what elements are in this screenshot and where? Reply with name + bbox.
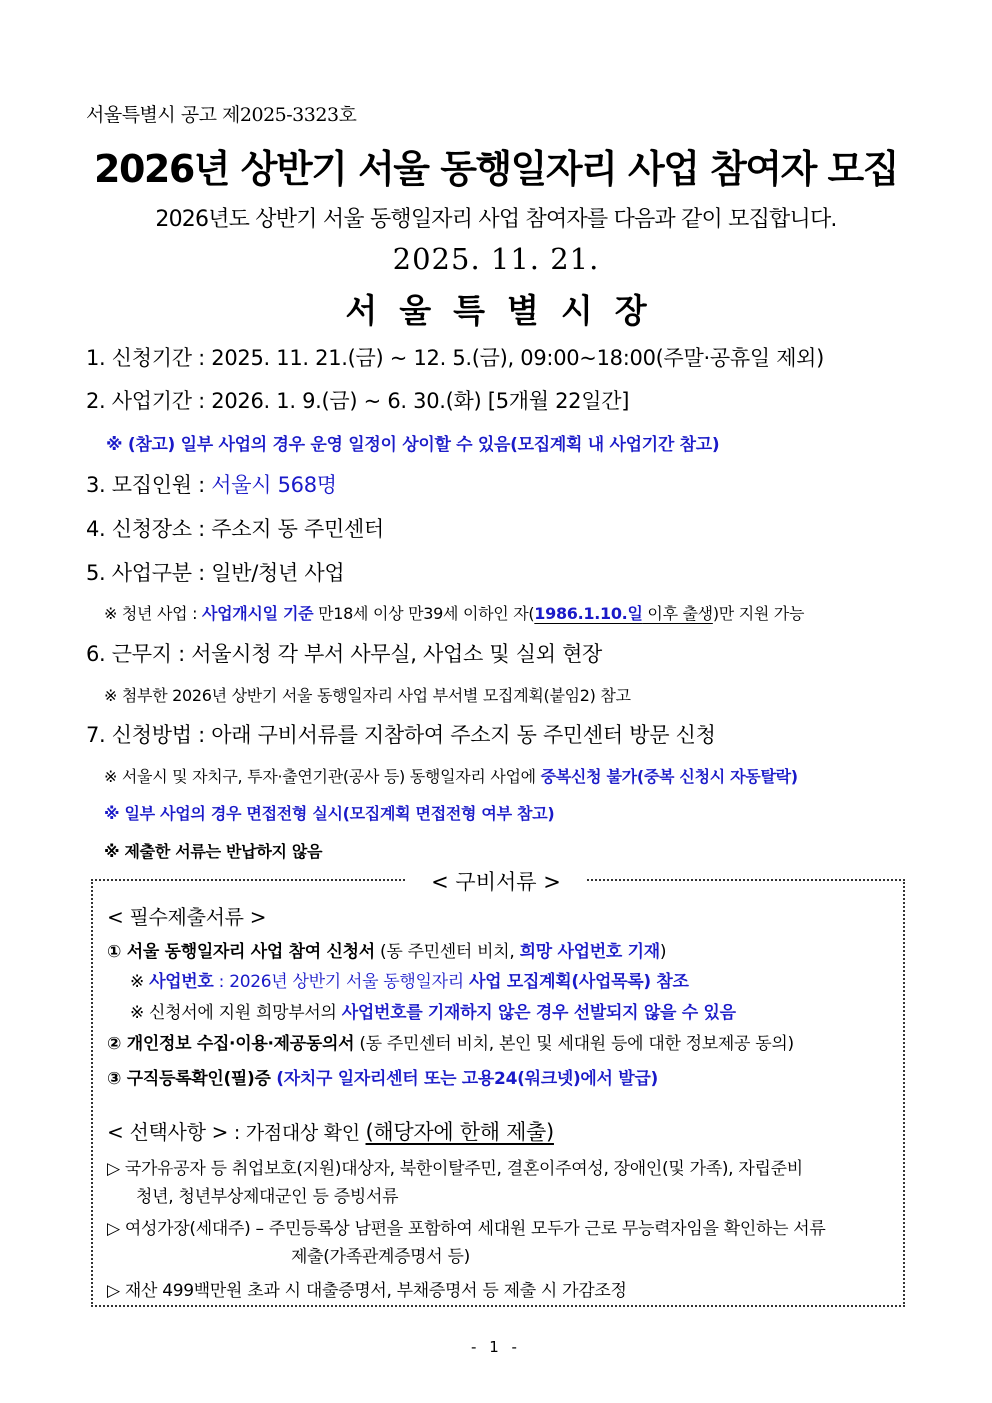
interview-note: ※ 일부 사업의 경우 면접전형 실시(모집계획 면접전형 여부 참고): [104, 804, 555, 823]
required-doc-2: [107, 1029, 794, 1054]
documents-box-title: < 구비서류 >: [0, 866, 992, 896]
doc-paren: (동 주민센터 비치, 본인 및 세대원 등에 대한 정보제공 동의): [354, 1034, 794, 1054]
required-doc-1-note-1: [130, 967, 689, 992]
item-text: 여성가장(세대주) – 주민등록상 남편을 포함하여 세대원 모두가 근로 무능력자임을 확인하는 서류: [124, 1219, 826, 1239]
optional-heading-suffix: : 가점대상 확인: [228, 1122, 366, 1144]
item-project-period: [86, 385, 629, 415]
issuer: 서울특별시장: [345, 291, 669, 330]
required-doc-3: [107, 1064, 658, 1089]
item-application-place: [86, 513, 384, 543]
duplicate-application-note: [104, 764, 798, 787]
item-label: 6. 근무지 :: [86, 642, 192, 666]
note-after-date: 이후 출생: [642, 604, 713, 623]
item-application-period: [86, 342, 824, 372]
doc-paren: (자치구 일자리센터 또는 고용24(워크넷)에서 발급): [270, 1069, 658, 1089]
optional-heading: [107, 1116, 554, 1146]
item-value: 서울시청 각 부서 사무실, 사업소 및 실외 현장: [191, 642, 603, 666]
no-return-note: ※ 제출한 서류는 반납하지 않음: [104, 842, 323, 861]
page-subtitle: 2026년도 상반기 서울 동행일자리 사업 참여자를 다음과 같이 모집합니다.: [155, 207, 837, 232]
optional-heading-underlined: (해당자에 한해 제출): [365, 1120, 554, 1144]
doc-title: ② 개인정보 수집·이용·제공동의서: [107, 1034, 355, 1054]
page-number: - 1 -: [471, 1338, 521, 1356]
item-label: 4. 신청장소 :: [86, 517, 212, 541]
note-prefix: ※ 서울시 및 자치구, 투자·출연기관(공사 등) 동행일자리 사업에: [104, 767, 541, 786]
item-value: 2026. 1. 9.(금) ~ 6. 30.(화) [5개월 22일간]: [211, 389, 630, 413]
triangle-bullet-icon: ▷: [107, 1281, 120, 1301]
notice-number: 서울특별시 공고 제2025-3323호: [86, 104, 357, 126]
doc-title: ③ 구직등록확인(필)증: [107, 1069, 271, 1089]
required-doc-1-note-2: [130, 998, 736, 1023]
note-mark: ※: [130, 972, 150, 992]
item-recruitment-count: [86, 469, 337, 499]
note-emphasis: 중복신청 불가(중복 신청시 자동탈락): [540, 767, 798, 786]
optional-heading-label: < 선택사항 >: [107, 1120, 229, 1144]
item-label: 2. 사업기간 :: [86, 389, 212, 413]
optional-item-2: [107, 1214, 826, 1239]
item-workplace: [86, 638, 602, 668]
doc-paren: (동 주민센터 비치,: [374, 942, 520, 962]
item-application-method: [86, 719, 716, 749]
note-emphasis-2: 사업 모집계획(사업목록) 참조: [469, 972, 689, 992]
note-end: )만 지원 가능: [712, 604, 805, 623]
page-title: 2026년 상반기 서울 동행일자리 사업 참여자 모집: [94, 147, 898, 191]
item-label: 1. 신청기간 :: [86, 346, 212, 370]
required-doc-1: [107, 937, 666, 962]
required-heading: < 필수제출서류 >: [107, 905, 267, 929]
doc-title: ① 서울 동행일자리 사업 참여 신청서: [107, 942, 375, 962]
item-value: 서울시 568명: [211, 473, 337, 497]
optional-item-3: [107, 1276, 627, 1301]
item-value: 주소지 동 주민센터: [211, 517, 384, 541]
note-mid: : 2026년 상반기 서울 동행일자리: [213, 972, 470, 992]
note-prefix: ※ 신청서에 지원 희망부서의: [130, 1003, 342, 1023]
birth-date-cutoff: 1986.1.10.일: [534, 604, 643, 623]
item-value: 아래 구비서류를 지참하여 주소지 동 주민센터 방문 신청: [211, 723, 716, 747]
triangle-bullet-icon: ▷: [107, 1159, 120, 1179]
triangle-bullet-icon: ▷: [107, 1219, 120, 1239]
item-label: 5. 사업구분 :: [86, 561, 212, 585]
note-emphasis: 사업번호: [149, 972, 214, 992]
note-mid: 만18세 이상 만39세 이하인 자(: [313, 604, 535, 623]
note-emphasis: 사업번호를 기재하지 않은 경우 선발되지 않을 수 있음: [341, 1003, 736, 1023]
project-period-note: ※ (참고) 일부 사업의 경우 운영 일정이 상이할 수 있음(모집계획 내 사업기간 참고): [106, 435, 720, 455]
item-value: 2025. 11. 21.(금) ~ 12. 5.(금), 09:00~18:00(주말·공휴일 제외): [211, 346, 825, 370]
note-prefix: ※ 청년 사업 :: [104, 604, 202, 623]
youth-eligibility-note: [104, 601, 804, 624]
item-project-type: [86, 557, 344, 587]
item-text: 국가유공자 등 취업보호(지원)대상자, 북한이탈주민, 결혼이주여성, 장애인(및 가족), 자립준비: [124, 1159, 803, 1179]
announcement-date: 2025. 11. 21.: [392, 242, 600, 276]
optional-item-1: [107, 1154, 803, 1179]
item-value: 일반/청년 사업: [211, 561, 345, 585]
doc-paren-end: ): [659, 942, 667, 962]
optional-item-1-cont: 청년, 청년부상제대군인 등 증빙서류: [136, 1187, 399, 1207]
note-emphasis: 사업개시일 기준: [201, 604, 314, 623]
item-label: 7. 신청방법 :: [86, 723, 212, 747]
workplace-note: ※ 첨부한 2026년 상반기 서울 동행일자리 사업 부서별 모집계획(붙임2) 참고: [104, 686, 631, 705]
doc-emphasis: 희망 사업번호 기재: [519, 942, 660, 962]
item-text: 재산 499백만원 초과 시 대출증명서, 부채증명서 등 제출 시 가감조정: [124, 1281, 627, 1301]
item-label: 3. 모집인원 :: [86, 473, 212, 497]
optional-item-2-cont: 제출(가족관계증명서 등): [291, 1247, 470, 1267]
